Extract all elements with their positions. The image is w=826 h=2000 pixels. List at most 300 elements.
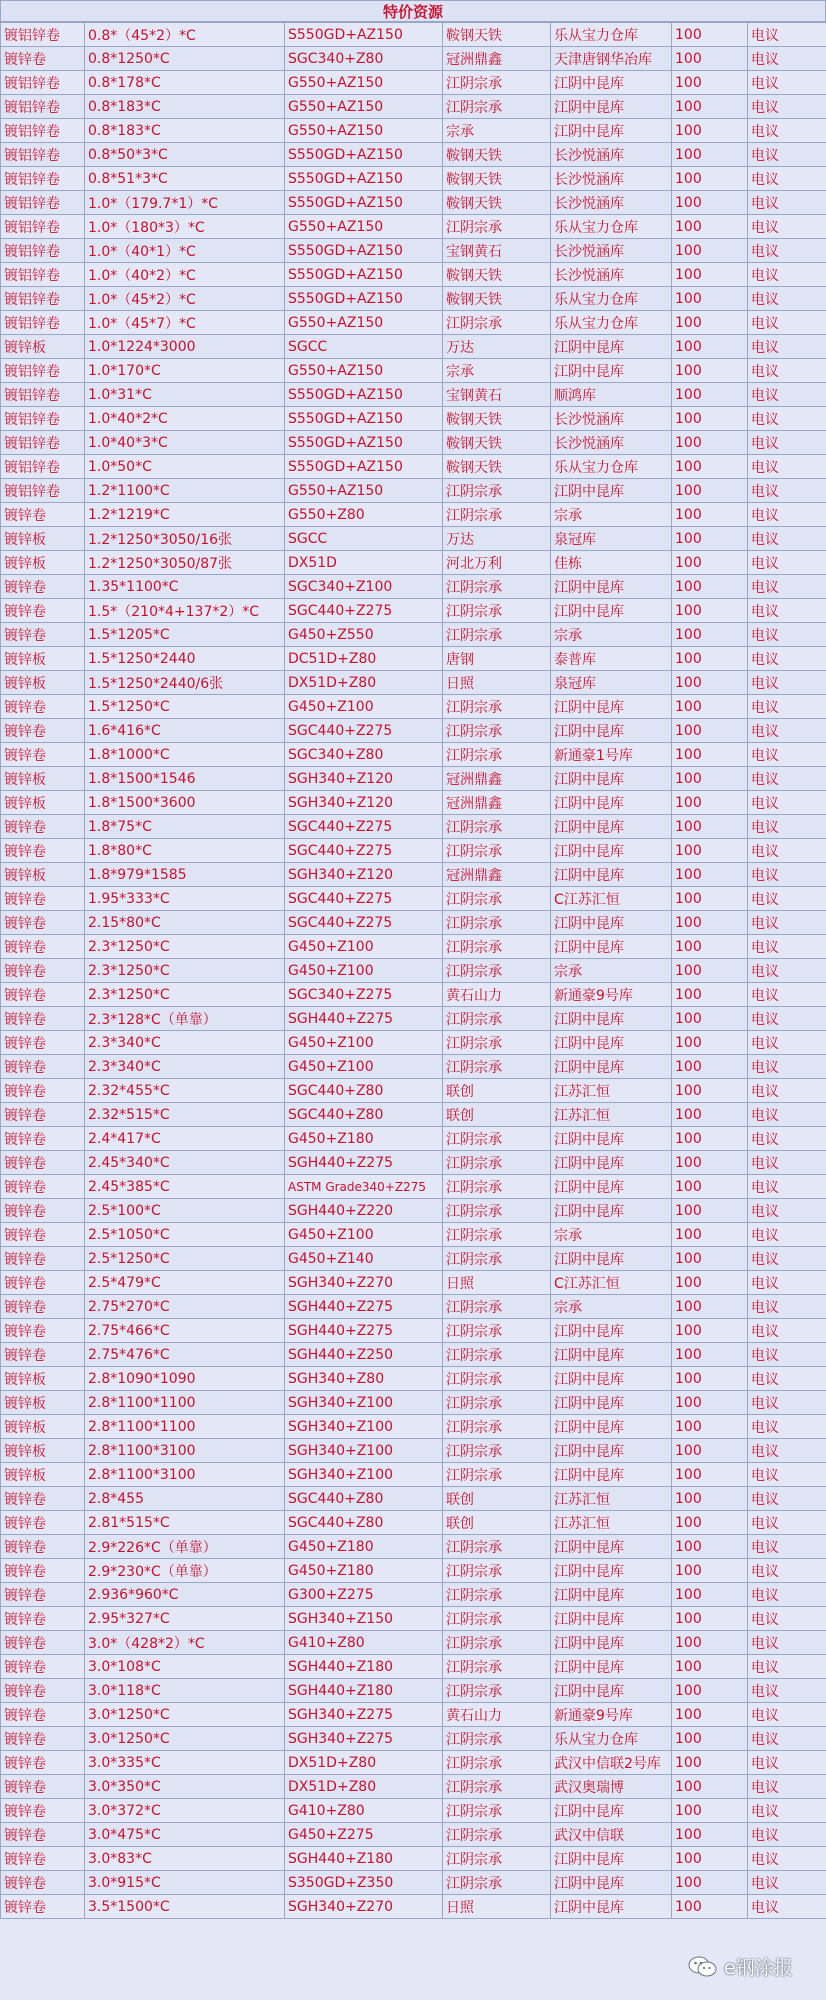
cell-quantity: 100 bbox=[672, 1463, 748, 1487]
cell-mill: 江阴宗承 bbox=[443, 1247, 551, 1271]
cell-mill: 联创 bbox=[443, 1103, 551, 1127]
table-row bbox=[1, 1871, 826, 1895]
table-row bbox=[1, 1631, 826, 1655]
cell-spec: 3.0*1250*C bbox=[85, 1703, 285, 1727]
table-row bbox=[1, 1775, 826, 1799]
table-row bbox=[1, 1151, 826, 1175]
table-row bbox=[1, 623, 826, 647]
cell-quantity: 100 bbox=[672, 767, 748, 791]
table-row bbox=[1, 1079, 826, 1103]
cell-mill: 冠洲鼎鑫 bbox=[443, 791, 551, 815]
cell-grade: SGC440+Z275 bbox=[285, 839, 443, 863]
cell-mill: 宝钢黄石 bbox=[443, 383, 551, 407]
cell-product: 镀锌板 bbox=[1, 647, 85, 671]
cell-quantity: 100 bbox=[672, 1511, 748, 1535]
cell-mill: 江阴宗承 bbox=[443, 623, 551, 647]
table-row bbox=[1, 647, 826, 671]
cell-mill: 江阴宗承 bbox=[443, 1175, 551, 1199]
table-row bbox=[1, 1295, 826, 1319]
price-table bbox=[0, 22, 826, 1919]
cell-spec: 1.5*1205*C bbox=[85, 623, 285, 647]
cell-warehouse: 江阴中昆库 bbox=[551, 599, 672, 623]
cell-product: 镀锌卷 bbox=[1, 1631, 85, 1655]
cell-warehouse: 乐从宝力仓库 bbox=[551, 287, 672, 311]
table-row bbox=[1, 1007, 826, 1031]
cell-grade: SGH340+Z100 bbox=[285, 1439, 443, 1463]
cell-mill: 江阴宗承 bbox=[443, 1631, 551, 1655]
cell-mill: 鞍钢天铁 bbox=[443, 167, 551, 191]
cell-product: 镀锌卷 bbox=[1, 1103, 85, 1127]
cell-product: 镀锌卷 bbox=[1, 743, 85, 767]
cell-mill: 黄石山力 bbox=[443, 983, 551, 1007]
cell-grade: S350GD+Z350 bbox=[285, 1871, 443, 1895]
cell-grade: SGH340+Z150 bbox=[285, 1607, 443, 1631]
cell-price: 电议 bbox=[748, 1343, 826, 1367]
cell-grade: DX51D+Z80 bbox=[285, 671, 443, 695]
cell-price: 电议 bbox=[748, 1151, 826, 1175]
cell-price: 电议 bbox=[748, 1415, 826, 1439]
cell-price: 电议 bbox=[748, 983, 826, 1007]
cell-quantity: 100 bbox=[672, 1319, 748, 1343]
cell-warehouse: 天津唐钢华冶库 bbox=[551, 47, 672, 71]
cell-quantity: 100 bbox=[672, 1391, 748, 1415]
table-row bbox=[1, 239, 826, 263]
cell-product: 镀锌卷 bbox=[1, 1007, 85, 1031]
cell-grade: SGH340+Z80 bbox=[285, 1367, 443, 1391]
cell-quantity: 100 bbox=[672, 1295, 748, 1319]
cell-grade: G450+Z180 bbox=[285, 1559, 443, 1583]
cell-mill: 江阴宗承 bbox=[443, 1319, 551, 1343]
cell-price: 电议 bbox=[748, 863, 826, 887]
table-row bbox=[1, 575, 826, 599]
cell-price: 电议 bbox=[748, 1511, 826, 1535]
table-row bbox=[1, 383, 826, 407]
cell-quantity: 100 bbox=[672, 1655, 748, 1679]
cell-quantity: 100 bbox=[672, 671, 748, 695]
cell-warehouse: 武汉奥瑞博 bbox=[551, 1775, 672, 1799]
cell-quantity: 100 bbox=[672, 1415, 748, 1439]
table-row bbox=[1, 1247, 826, 1271]
cell-spec: 2.8*1100*1100 bbox=[85, 1391, 285, 1415]
cell-warehouse: 泰普库 bbox=[551, 647, 672, 671]
cell-price: 电议 bbox=[748, 167, 826, 191]
cell-spec: 1.2*1250*3050/87张 bbox=[85, 551, 285, 575]
cell-grade: DC51D+Z80 bbox=[285, 647, 443, 671]
cell-grade: SGC440+Z275 bbox=[285, 887, 443, 911]
cell-warehouse: 长沙悦涵库 bbox=[551, 239, 672, 263]
table-row bbox=[1, 1391, 826, 1415]
table-row bbox=[1, 359, 826, 383]
table-row bbox=[1, 431, 826, 455]
table-row bbox=[1, 671, 826, 695]
cell-mill: 江阴宗承 bbox=[443, 1823, 551, 1847]
cell-price: 电议 bbox=[748, 1487, 826, 1511]
cell-warehouse: 长沙悦涵库 bbox=[551, 407, 672, 431]
cell-grade: S550GD+AZ150 bbox=[285, 455, 443, 479]
cell-grade: SGCC bbox=[285, 335, 443, 359]
cell-grade: SGH440+Z275 bbox=[285, 1007, 443, 1031]
cell-price: 电议 bbox=[748, 239, 826, 263]
cell-price: 电议 bbox=[748, 479, 826, 503]
table-body bbox=[1, 23, 826, 1919]
cell-quantity: 100 bbox=[672, 1175, 748, 1199]
cell-quantity: 100 bbox=[672, 1679, 748, 1703]
cell-price: 电议 bbox=[748, 1871, 826, 1895]
cell-mill: 江阴宗承 bbox=[443, 1343, 551, 1367]
table-row bbox=[1, 407, 826, 431]
cell-product: 镀锌板 bbox=[1, 671, 85, 695]
cell-mill: 江阴宗承 bbox=[443, 1559, 551, 1583]
cell-product: 镀锌卷 bbox=[1, 1871, 85, 1895]
cell-grade: SGH440+Z180 bbox=[285, 1655, 443, 1679]
cell-quantity: 100 bbox=[672, 791, 748, 815]
cell-grade: G410+Z80 bbox=[285, 1799, 443, 1823]
cell-product: 镀锌卷 bbox=[1, 815, 85, 839]
cell-warehouse: 江阴中昆库 bbox=[551, 1247, 672, 1271]
cell-price: 电议 bbox=[748, 623, 826, 647]
cell-grade: G450+Z180 bbox=[285, 1127, 443, 1151]
cell-quantity: 100 bbox=[672, 71, 748, 95]
cell-quantity: 100 bbox=[672, 1895, 748, 1919]
cell-product: 镀锌卷 bbox=[1, 911, 85, 935]
cell-spec: 1.0*（179.7*1）*C bbox=[85, 191, 285, 215]
cell-quantity: 100 bbox=[672, 23, 748, 47]
cell-grade: G450+Z100 bbox=[285, 695, 443, 719]
cell-price: 电议 bbox=[748, 287, 826, 311]
cell-quantity: 100 bbox=[672, 503, 748, 527]
cell-warehouse: 江阴中昆库 bbox=[551, 791, 672, 815]
cell-price: 电议 bbox=[748, 1175, 826, 1199]
table-row bbox=[1, 1799, 826, 1823]
cell-spec: 2.8*1100*3100 bbox=[85, 1463, 285, 1487]
cell-quantity: 100 bbox=[672, 1487, 748, 1511]
cell-grade: S550GD+AZ150 bbox=[285, 287, 443, 311]
cell-product: 镀锌卷 bbox=[1, 1583, 85, 1607]
cell-mill: 江阴宗承 bbox=[443, 887, 551, 911]
cell-grade: G410+Z80 bbox=[285, 1631, 443, 1655]
cell-warehouse: 长沙悦涵库 bbox=[551, 263, 672, 287]
cell-warehouse: 乐从宝力仓库 bbox=[551, 215, 672, 239]
cell-price: 电议 bbox=[748, 1223, 826, 1247]
cell-mill: 江阴宗承 bbox=[443, 815, 551, 839]
cell-grade: DX51D+Z80 bbox=[285, 1775, 443, 1799]
cell-spec: 2.8*1100*3100 bbox=[85, 1439, 285, 1463]
cell-product: 镀锌卷 bbox=[1, 1079, 85, 1103]
cell-spec: 0.8*183*C bbox=[85, 95, 285, 119]
cell-warehouse: 宗承 bbox=[551, 1223, 672, 1247]
cell-spec: 0.8*1250*C bbox=[85, 47, 285, 71]
table-row bbox=[1, 1271, 826, 1295]
cell-grade: SGCC bbox=[285, 527, 443, 551]
table-row bbox=[1, 143, 826, 167]
cell-warehouse: 佳栋 bbox=[551, 551, 672, 575]
cell-spec: 1.5*（210*4+137*2）*C bbox=[85, 599, 285, 623]
table-row bbox=[1, 719, 826, 743]
cell-product: 镀锌卷 bbox=[1, 1223, 85, 1247]
cell-price: 电议 bbox=[748, 1895, 826, 1919]
cell-spec: 2.81*515*C bbox=[85, 1511, 285, 1535]
cell-spec: 0.8*183*C bbox=[85, 119, 285, 143]
cell-mill: 江阴宗承 bbox=[443, 1367, 551, 1391]
cell-warehouse: 长沙悦涵库 bbox=[551, 167, 672, 191]
cell-product: 镀铝锌卷 bbox=[1, 479, 85, 503]
cell-price: 电议 bbox=[748, 431, 826, 455]
cell-mill: 江阴宗承 bbox=[443, 1415, 551, 1439]
cell-price: 电议 bbox=[748, 1559, 826, 1583]
cell-spec: 2.15*80*C bbox=[85, 911, 285, 935]
cell-mill: 江阴宗承 bbox=[443, 1055, 551, 1079]
cell-warehouse: 江阴中昆库 bbox=[551, 1175, 672, 1199]
cell-grade: SGH340+Z120 bbox=[285, 863, 443, 887]
cell-spec: 3.0*350*C bbox=[85, 1775, 285, 1799]
cell-grade: G450+Z100 bbox=[285, 935, 443, 959]
cell-spec: 2.5*100*C bbox=[85, 1199, 285, 1223]
cell-price: 电议 bbox=[748, 119, 826, 143]
cell-quantity: 100 bbox=[672, 839, 748, 863]
cell-spec: 3.0*108*C bbox=[85, 1655, 285, 1679]
cell-mill: 日照 bbox=[443, 671, 551, 695]
cell-mill: 鞍钢天铁 bbox=[443, 407, 551, 431]
cell-warehouse: 乐从宝力仓库 bbox=[551, 23, 672, 47]
cell-spec: 2.5*1050*C bbox=[85, 1223, 285, 1247]
table-row bbox=[1, 287, 826, 311]
cell-spec: 3.0*335*C bbox=[85, 1751, 285, 1775]
cell-mill: 鞍钢天铁 bbox=[443, 191, 551, 215]
cell-mill: 江阴宗承 bbox=[443, 575, 551, 599]
cell-price: 电议 bbox=[748, 1439, 826, 1463]
cell-price: 电议 bbox=[748, 1607, 826, 1631]
table-row bbox=[1, 215, 826, 239]
cell-warehouse: 江阴中昆库 bbox=[551, 119, 672, 143]
table-row bbox=[1, 455, 826, 479]
table-row bbox=[1, 1847, 826, 1871]
cell-mill: 江阴宗承 bbox=[443, 1391, 551, 1415]
cell-spec: 1.0*（45*7）*C bbox=[85, 311, 285, 335]
table-row bbox=[1, 1751, 826, 1775]
cell-spec: 2.9*230*C（单靠） bbox=[85, 1559, 285, 1583]
cell-price: 电议 bbox=[748, 1031, 826, 1055]
cell-spec: 1.35*1100*C bbox=[85, 575, 285, 599]
table-row bbox=[1, 1319, 826, 1343]
cell-product: 镀铝锌卷 bbox=[1, 239, 85, 263]
cell-spec: 1.5*1250*C bbox=[85, 695, 285, 719]
cell-spec: 3.0*（428*2）*C bbox=[85, 1631, 285, 1655]
cell-grade: SGC440+Z80 bbox=[285, 1511, 443, 1535]
cell-price: 电议 bbox=[748, 1007, 826, 1031]
cell-warehouse: 江阴中昆库 bbox=[551, 1199, 672, 1223]
cell-product: 镀锌板 bbox=[1, 1391, 85, 1415]
cell-spec: 1.0*（40*1）*C bbox=[85, 239, 285, 263]
cell-grade: G450+Z100 bbox=[285, 959, 443, 983]
cell-quantity: 100 bbox=[672, 119, 748, 143]
cell-mill: 江阴宗承 bbox=[443, 1535, 551, 1559]
table-row bbox=[1, 1103, 826, 1127]
cell-product: 镀铝锌卷 bbox=[1, 263, 85, 287]
cell-quantity: 100 bbox=[672, 1439, 748, 1463]
cell-warehouse: 江阴中昆库 bbox=[551, 863, 672, 887]
cell-price: 电议 bbox=[748, 1703, 826, 1727]
cell-price: 电议 bbox=[748, 815, 826, 839]
table-row bbox=[1, 119, 826, 143]
cell-mill: 联创 bbox=[443, 1511, 551, 1535]
cell-quantity: 100 bbox=[672, 719, 748, 743]
cell-mill: 江阴宗承 bbox=[443, 839, 551, 863]
cell-mill: 江阴宗承 bbox=[443, 1727, 551, 1751]
cell-mill: 鞍钢天铁 bbox=[443, 23, 551, 47]
cell-spec: 2.936*960*C bbox=[85, 1583, 285, 1607]
cell-quantity: 100 bbox=[672, 1631, 748, 1655]
cell-quantity: 100 bbox=[672, 1823, 748, 1847]
cell-spec: 3.5*1500*C bbox=[85, 1895, 285, 1919]
cell-mill: 鞍钢天铁 bbox=[443, 287, 551, 311]
table-row bbox=[1, 695, 826, 719]
cell-warehouse: 江阴中昆库 bbox=[551, 359, 672, 383]
cell-warehouse: 泉冠库 bbox=[551, 527, 672, 551]
cell-warehouse: 江阴中昆库 bbox=[551, 719, 672, 743]
cell-mill: 万达 bbox=[443, 335, 551, 359]
cell-spec: 1.0*1224*3000 bbox=[85, 335, 285, 359]
cell-price: 电议 bbox=[748, 1799, 826, 1823]
cell-spec: 2.75*466*C bbox=[85, 1319, 285, 1343]
cell-product: 镀锌卷 bbox=[1, 1175, 85, 1199]
cell-warehouse: 宗承 bbox=[551, 623, 672, 647]
table-row bbox=[1, 263, 826, 287]
cell-product: 镀锌板 bbox=[1, 335, 85, 359]
table-row bbox=[1, 863, 826, 887]
cell-warehouse: 江阴中昆库 bbox=[551, 1127, 672, 1151]
cell-price: 电议 bbox=[748, 887, 826, 911]
cell-warehouse: 江阴中昆库 bbox=[551, 1055, 672, 1079]
cell-warehouse: 江苏汇恒 bbox=[551, 1511, 672, 1535]
cell-product: 镀锌板 bbox=[1, 1415, 85, 1439]
cell-grade: G450+Z550 bbox=[285, 623, 443, 647]
cell-spec: 2.45*340*C bbox=[85, 1151, 285, 1175]
cell-spec: 2.75*270*C bbox=[85, 1295, 285, 1319]
cell-spec: 1.8*80*C bbox=[85, 839, 285, 863]
cell-price: 电议 bbox=[748, 71, 826, 95]
cell-spec: 2.3*340*C bbox=[85, 1055, 285, 1079]
cell-grade: G550+AZ150 bbox=[285, 95, 443, 119]
cell-grade: SGH440+Z275 bbox=[285, 1151, 443, 1175]
cell-quantity: 100 bbox=[672, 431, 748, 455]
cell-product: 镀锌板 bbox=[1, 527, 85, 551]
cell-quantity: 100 bbox=[672, 911, 748, 935]
cell-mill: 鞍钢天铁 bbox=[443, 431, 551, 455]
cell-quantity: 100 bbox=[672, 1343, 748, 1367]
cell-warehouse: 江阴中昆库 bbox=[551, 1847, 672, 1871]
cell-warehouse: 宗承 bbox=[551, 1295, 672, 1319]
cell-spec: 2.3*128*C（单靠） bbox=[85, 1007, 285, 1031]
cell-price: 电议 bbox=[748, 959, 826, 983]
cell-warehouse: 江阴中昆库 bbox=[551, 935, 672, 959]
cell-quantity: 100 bbox=[672, 1583, 748, 1607]
cell-price: 电议 bbox=[748, 1079, 826, 1103]
cell-spec: 0.8*51*3*C bbox=[85, 167, 285, 191]
cell-product: 镀锌卷 bbox=[1, 1055, 85, 1079]
cell-price: 电议 bbox=[748, 455, 826, 479]
cell-price: 电议 bbox=[748, 743, 826, 767]
cell-quantity: 100 bbox=[672, 935, 748, 959]
cell-spec: 1.0*31*C bbox=[85, 383, 285, 407]
cell-spec: 1.2*1100*C bbox=[85, 479, 285, 503]
cell-warehouse: 江阴中昆库 bbox=[551, 1655, 672, 1679]
cell-product: 镀锌卷 bbox=[1, 959, 85, 983]
cell-warehouse: 江阴中昆库 bbox=[551, 1535, 672, 1559]
cell-product: 镀锌卷 bbox=[1, 1799, 85, 1823]
cell-mill: 江阴宗承 bbox=[443, 1871, 551, 1895]
cell-grade: S550GD+AZ150 bbox=[285, 23, 443, 47]
cell-quantity: 100 bbox=[672, 1799, 748, 1823]
watermark-text: e钢涂报 bbox=[724, 1957, 793, 1979]
cell-product: 镀锌板 bbox=[1, 1463, 85, 1487]
table-row bbox=[1, 815, 826, 839]
cell-product: 镀铝锌卷 bbox=[1, 167, 85, 191]
cell-mill: 江阴宗承 bbox=[443, 959, 551, 983]
cell-grade: G550+AZ150 bbox=[285, 311, 443, 335]
cell-grade: G450+Z180 bbox=[285, 1535, 443, 1559]
cell-mill: 江阴宗承 bbox=[443, 479, 551, 503]
cell-grade: S550GD+AZ150 bbox=[285, 143, 443, 167]
cell-spec: 2.45*385*C bbox=[85, 1175, 285, 1199]
table-row bbox=[1, 503, 826, 527]
cell-spec: 1.8*75*C bbox=[85, 815, 285, 839]
cell-grade: SGC440+Z275 bbox=[285, 719, 443, 743]
cell-price: 电议 bbox=[748, 1103, 826, 1127]
table-row bbox=[1, 1583, 826, 1607]
wechat-icon bbox=[688, 1955, 718, 1979]
cell-grade: G550+AZ150 bbox=[285, 71, 443, 95]
cell-price: 电议 bbox=[748, 935, 826, 959]
cell-mill: 河北万利 bbox=[443, 551, 551, 575]
cell-grade: G450+Z100 bbox=[285, 1031, 443, 1055]
cell-quantity: 100 bbox=[672, 623, 748, 647]
cell-grade: SGH340+Z275 bbox=[285, 1727, 443, 1751]
cell-product: 镀锌卷 bbox=[1, 983, 85, 1007]
cell-warehouse: 江阴中昆库 bbox=[551, 695, 672, 719]
table-row bbox=[1, 71, 826, 95]
cell-product: 镀锌卷 bbox=[1, 1607, 85, 1631]
cell-price: 电议 bbox=[748, 1679, 826, 1703]
cell-product: 镀锌卷 bbox=[1, 1319, 85, 1343]
cell-quantity: 100 bbox=[672, 551, 748, 575]
cell-spec: 2.95*327*C bbox=[85, 1607, 285, 1631]
cell-warehouse: 江阴中昆库 bbox=[551, 1151, 672, 1175]
cell-spec: 3.0*475*C bbox=[85, 1823, 285, 1847]
cell-spec: 2.3*1250*C bbox=[85, 959, 285, 983]
cell-price: 电议 bbox=[748, 47, 826, 71]
cell-product: 镀铝锌卷 bbox=[1, 383, 85, 407]
cell-quantity: 100 bbox=[672, 143, 748, 167]
cell-product: 镀锌板 bbox=[1, 863, 85, 887]
cell-spec: 1.95*333*C bbox=[85, 887, 285, 911]
cell-warehouse: 江阴中昆库 bbox=[551, 1871, 672, 1895]
cell-quantity: 100 bbox=[672, 287, 748, 311]
table-row bbox=[1, 1559, 826, 1583]
cell-product: 镀锌卷 bbox=[1, 623, 85, 647]
cell-spec: 0.8*（45*2）*C bbox=[85, 23, 285, 47]
cell-quantity: 100 bbox=[672, 887, 748, 911]
cell-product: 镀锌卷 bbox=[1, 719, 85, 743]
cell-mill: 江阴宗承 bbox=[443, 1223, 551, 1247]
table-row bbox=[1, 335, 826, 359]
cell-spec: 1.8*1000*C bbox=[85, 743, 285, 767]
cell-price: 电议 bbox=[748, 695, 826, 719]
cell-warehouse: 顺鸿库 bbox=[551, 383, 672, 407]
cell-warehouse: 江苏汇恒 bbox=[551, 1103, 672, 1127]
cell-grade: G550+AZ150 bbox=[285, 359, 443, 383]
cell-price: 电议 bbox=[748, 1463, 826, 1487]
cell-price: 电议 bbox=[748, 767, 826, 791]
